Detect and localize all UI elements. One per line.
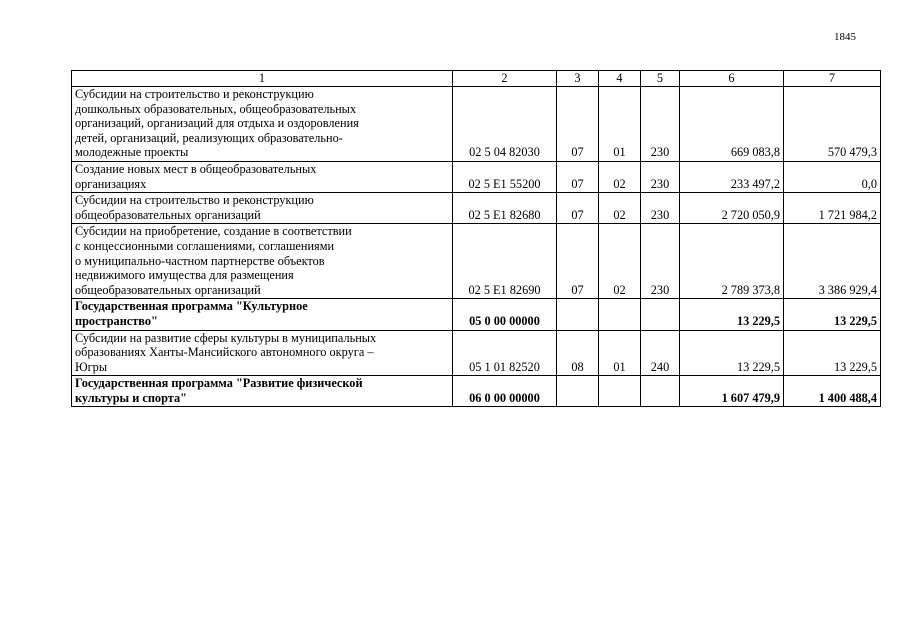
table-row <box>72 161 881 192</box>
description-line: образованиях Ханты-Мансийского автономного округа – <box>75 345 374 360</box>
description-line: организаций, организаций для отдыха и оздоровления <box>75 116 359 131</box>
table-body <box>72 87 881 407</box>
budget-table <box>71 70 881 407</box>
description-line: культуры и спорта" <box>75 390 187 405</box>
description-line: Субсидии на строительство и реконструкцию <box>75 87 314 101</box>
row-description <box>72 161 453 192</box>
row-subsection: 02 <box>599 224 641 299</box>
row-description <box>72 376 453 407</box>
table-row <box>72 193 881 224</box>
row-description <box>72 193 453 224</box>
column-header: 4 <box>599 71 641 87</box>
description-line: Югры <box>75 359 108 374</box>
row-amount-2: 0,0 <box>784 161 881 192</box>
table-row <box>72 330 881 376</box>
page-number: 1845 <box>834 31 856 43</box>
row-code: 02 5 E1 82680 <box>453 193 557 224</box>
row-amount-2: 1 721 984,2 <box>784 193 881 224</box>
description-line: общеобразовательных организаций <box>75 207 261 222</box>
row-section: 07 <box>557 224 599 299</box>
row-subsection: 02 <box>599 193 641 224</box>
row-code: 06 0 00 00000 <box>453 376 557 407</box>
row-section <box>557 299 599 330</box>
row-description <box>72 87 453 162</box>
description-line: Создание новых мест в общеобразовательных <box>75 161 317 176</box>
row-description <box>72 330 453 376</box>
description-line: дошкольных образовательных, общеобразовательных <box>75 101 357 116</box>
table-row <box>72 87 881 162</box>
table-row <box>72 299 881 330</box>
table-row <box>72 376 881 407</box>
description-line: о муниципально-частном партнерстве объектов <box>75 253 325 268</box>
row-expense-type: 230 <box>641 161 680 192</box>
description-line: Государственная программа "Культурное <box>75 299 308 314</box>
description-line: детей, организаций, реализующих образовательно- <box>75 130 343 145</box>
row-subsection: 02 <box>599 161 641 192</box>
description-line: Субсидии на приобретение, создание в соответствии <box>75 224 352 239</box>
description-line: пространство" <box>75 313 158 328</box>
column-header: 3 <box>557 71 599 87</box>
row-subsection <box>599 376 641 407</box>
row-amount-1: 13 229,5 <box>680 299 784 330</box>
row-amount-2: 13 229,5 <box>784 299 881 330</box>
row-amount-2: 13 229,5 <box>784 330 881 376</box>
row-expense-type: 230 <box>641 193 680 224</box>
row-expense-type: 240 <box>641 330 680 376</box>
row-amount-1: 669 083,8 <box>680 87 784 162</box>
description-line: Субсидии на строительство и реконструкцию <box>75 193 314 208</box>
row-amount-2: 3 386 929,4 <box>784 224 881 299</box>
table-row <box>72 224 881 299</box>
row-amount-2: 1 400 488,4 <box>784 376 881 407</box>
description-line: недвижимого имущества для размещения <box>75 268 294 283</box>
row-expense-type: 230 <box>641 87 680 162</box>
row-expense-type: 230 <box>641 224 680 299</box>
row-code: 02 5 04 82030 <box>453 87 557 162</box>
description-line: организациях <box>75 176 147 191</box>
row-section: 07 <box>557 161 599 192</box>
row-code: 02 5 E1 55200 <box>453 161 557 192</box>
column-header: 7 <box>784 71 881 87</box>
description-line: общеобразовательных организаций <box>75 282 261 297</box>
row-subsection: 01 <box>599 330 641 376</box>
row-expense-type <box>641 299 680 330</box>
column-header: 2 <box>453 71 557 87</box>
row-code: 05 1 01 82520 <box>453 330 557 376</box>
row-section: 07 <box>557 87 599 162</box>
header-row <box>72 71 881 87</box>
row-description <box>72 299 453 330</box>
row-amount-1: 1 607 479,9 <box>680 376 784 407</box>
row-amount-2: 570 479,3 <box>784 87 881 162</box>
row-code: 05 0 00 00000 <box>453 299 557 330</box>
row-section: 08 <box>557 330 599 376</box>
column-header: 6 <box>680 71 784 87</box>
row-subsection: 01 <box>599 87 641 162</box>
description-line: Субсидии на развитие сферы культуры в муниципальных <box>75 330 377 345</box>
row-section <box>557 376 599 407</box>
column-header: 1 <box>72 71 453 87</box>
row-expense-type <box>641 376 680 407</box>
row-code: 02 5 E1 82690 <box>453 224 557 299</box>
description-line: молодежные проекты <box>75 145 189 160</box>
row-section: 07 <box>557 193 599 224</box>
description-line: Государственная программа "Развитие физической <box>75 376 363 391</box>
row-amount-1: 2 720 050,9 <box>680 193 784 224</box>
column-header: 5 <box>641 71 680 87</box>
row-amount-1: 2 789 373,8 <box>680 224 784 299</box>
row-amount-1: 233 497,2 <box>680 161 784 192</box>
row-subsection <box>599 299 641 330</box>
row-amount-1: 13 229,5 <box>680 330 784 376</box>
description-line: с концессионными соглашениями, соглашениями <box>75 238 335 253</box>
row-description <box>72 224 453 299</box>
